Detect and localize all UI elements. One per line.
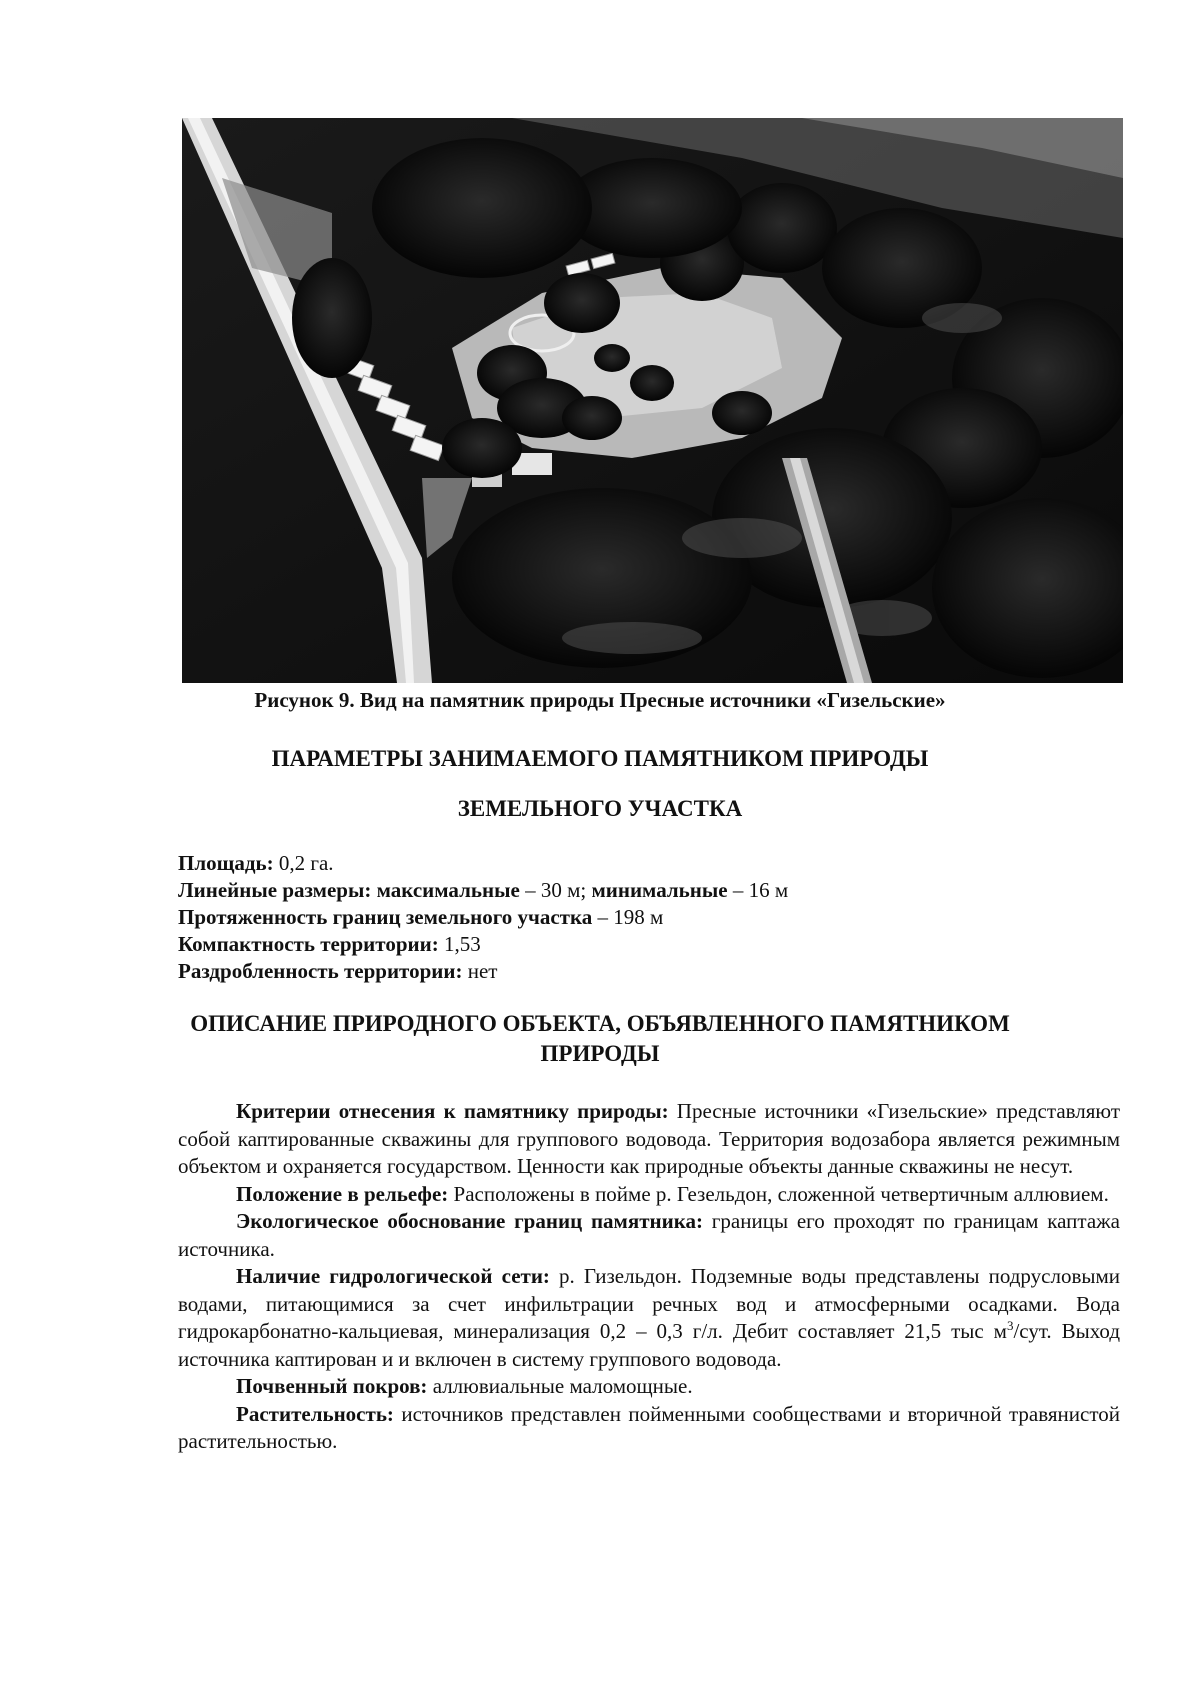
description-paragraph-criteria: Критерии отнесения к памятнику природы: Пресные источники «Гизельские» представляют собой каптированные скважины для группового водовода. Территория водозабора является режимным объектом и охраняется государством. Ценности как природные объекты данные скважины не несут.: [178, 1099, 1121, 1178]
description-paragraph-hydrology: Наличие гидрологической сети: р. Гизельдон. Подземные воды представлены подрусловыми водами, питающимися за счет инфильтрации речных вод и атмосферными осадками. Вода гидрокарбонатно-кальциевая, минерализация 0,2 – 0,3 г/л. Дебит составляет 21,5 тыс $м^3$/сут. Выход источника каптирован и и включен в систему группового водовода.: [178, 1264, 1121, 1371]
description-paragraph-relief: Положение в рельефе: Расположены в пойме р. Гезельдон, сложенной четвертичным аллювием.: [236, 1181, 1109, 1206]
param-area: Площадь: 0,2 га.: [178, 851, 334, 875]
section-heading-parameters-line1: ПАРАМЕТРЫ ЗАНИМАЕМОГО ПАМЯТНИКОМ ПРИРОДЫ: [271, 746, 929, 771]
description-paragraph-ecological: Экологическое обоснование границ памятника: границы его проходят по границам каптажа источника.: [178, 1209, 1120, 1261]
section-heading-description-line2: ПРИРОДЫ: [540, 1041, 660, 1066]
description-paragraph-vegetation: Растительность: источников представлен пойменными сообществами и вторичной травянистой растительностью.: [178, 1401, 1120, 1453]
param-fragmentation: Раздробленность территории: нет: [178, 959, 498, 983]
figure-caption: Рисунок 9. Вид на памятник природы Пресные источники «Гизельские»: [254, 688, 946, 712]
aerial-photo: [182, 118, 1123, 683]
param-linear-dimensions: Линейные размеры: максимальные – 30 м; минимальные – 16 м: [178, 878, 789, 902]
parameters-list: [178, 850, 1128, 985]
param-boundary-length: Протяженность границ земельного участка – 198 м: [178, 905, 664, 929]
section-heading-description-line1: ОПИСАНИЕ ПРИРОДНОГО ОБЪЕКТА, ОБЪЯВЛЕННОГО ПАМЯТНИКОМ: [190, 1011, 1010, 1036]
param-compactness: Компактность территории: 1,53: [178, 932, 481, 956]
section-heading-parameters-line2: ЗЕМЕЛЬНОГО УЧАСТКА: [457, 796, 743, 821]
description-body: [178, 1098, 1120, 1456]
description-paragraph-soil: Почвенный покров: аллювиальные маломощные.: [236, 1374, 693, 1398]
